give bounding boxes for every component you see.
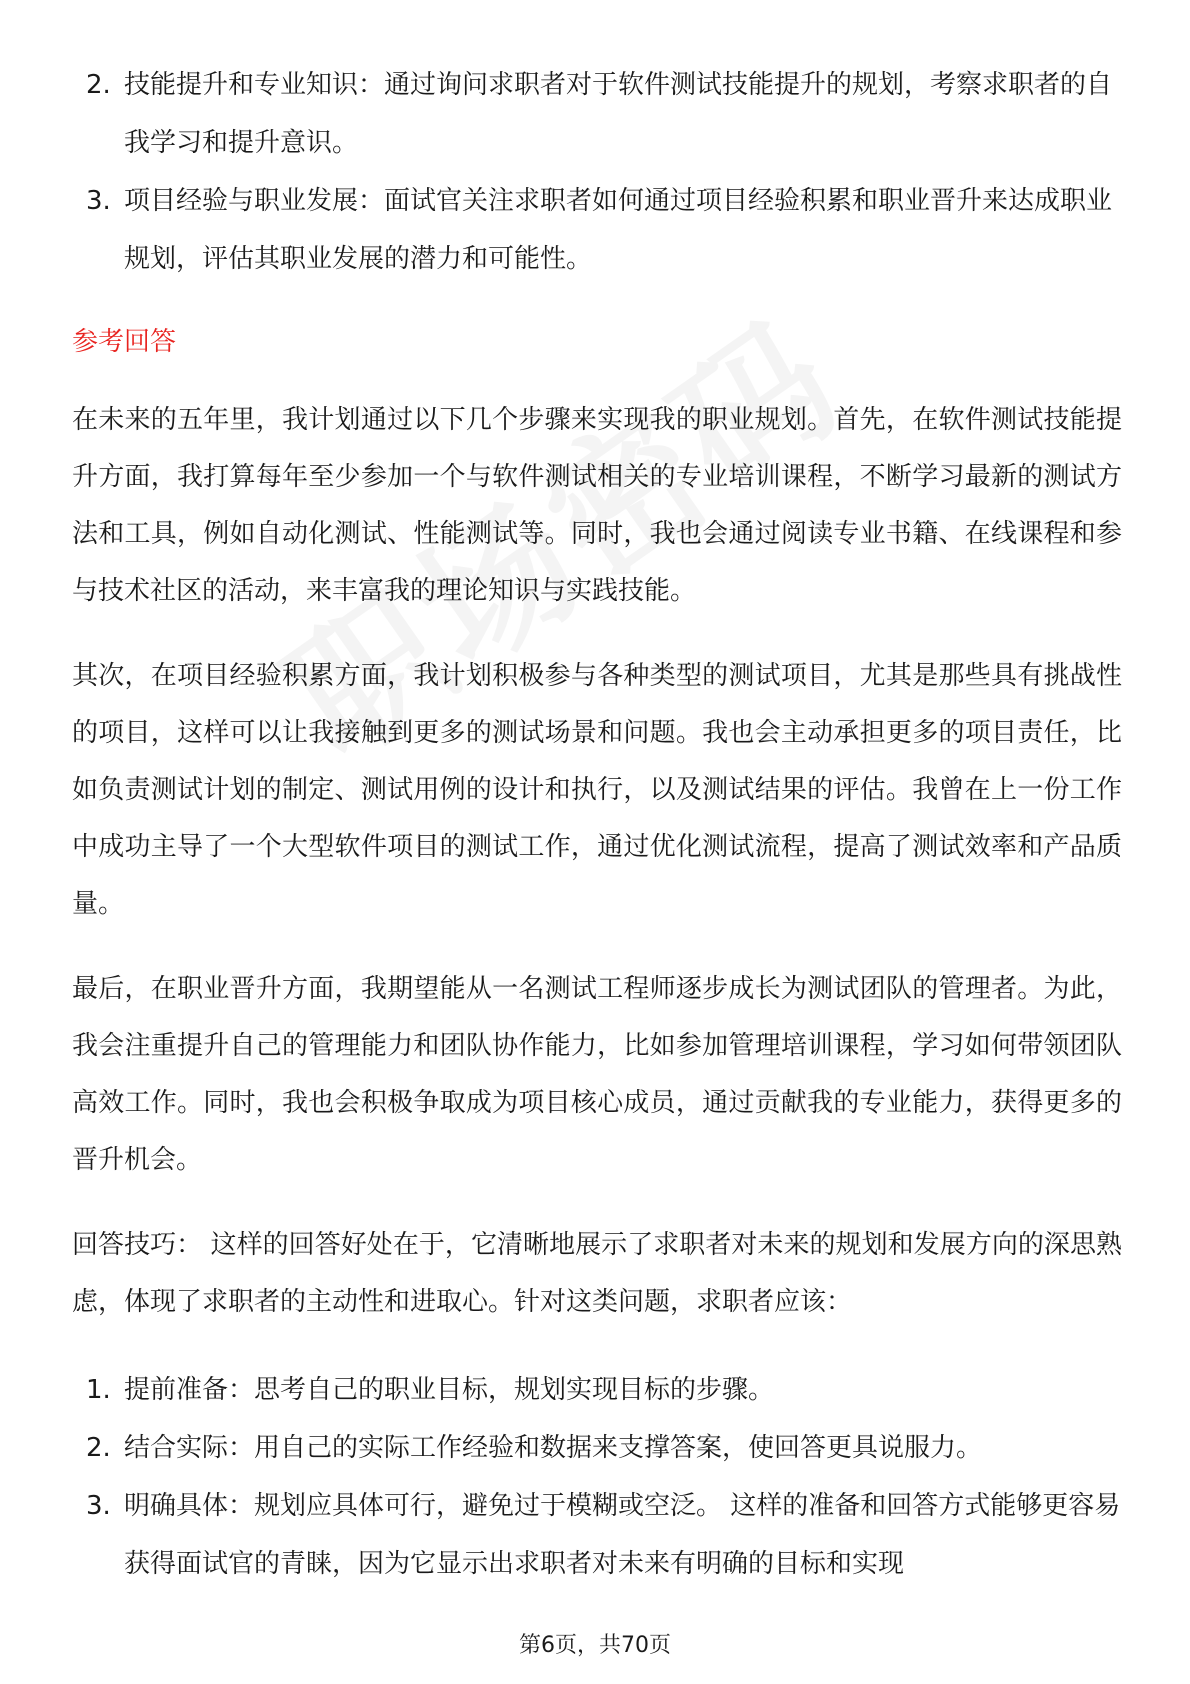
list-number: 1. bbox=[86, 1375, 111, 1405]
list-text: 技能提升和专业知识：通过询问求职者对于软件测试技能提升的规划，考察求职者的自我学习和提升意识。 bbox=[124, 70, 1113, 158]
criteria-list bbox=[72, 56, 1122, 288]
list-text: 结合实际：用自己的实际工作经验和数据来支撑答案，使回答更具说服力。 bbox=[124, 1433, 983, 1463]
paragraph: 在未来的五年里，我计划通过以下几个步骤来实现我的职业规划。首先，在软件测试技能提升方面，我打算每年至少参加一个与软件测试相关的专业培训课程，不断学习最新的测试方法和工具，例如自动化测试、性能测试等。同时，我也会通过阅读专业书籍、在线课程和参与技术社区的活动，来丰富我的理论知识与实践技能。 bbox=[72, 405, 1122, 606]
paragraph: 其次，在项目经验积累方面，我计划积极参与各种类型的测试项目，尤其是那些具有挑战性的项目，这样可以让我接触到更多的测试场景和问题。我也会主动承担更多的项目责任，比如负责测试计划的制定、测试用例的设计和执行，以及测试结果的评估。我曾在上一份工作中成功主导了一个大型软件项目的测试工作，通过优化测试流程，提高了测试效率和产品质量。 bbox=[72, 661, 1122, 919]
list-text: 项目经验与职业发展：面试官关注求职者如何通过项目经验积累和职业晋升来达成职业规划，评估其职业发展的潜力和可能性。 bbox=[124, 186, 1113, 274]
list-item bbox=[72, 1477, 1122, 1593]
tips-list bbox=[72, 1361, 1122, 1593]
list-text: 提前准备：思考自己的职业目标，规划实现目标的步骤。 bbox=[124, 1375, 775, 1405]
list-text: 明确具体：规划应具体可行，避免过于模糊或空泛。 这样的准备和回答方式能够更容易获得面试官的青睐，因为它显示出求职者对未来有明确的目标和实现 bbox=[124, 1491, 1121, 1579]
paragraph: 最后，在职业晋升方面，我期望能从一名测试工程师逐步成长为测试团队的管理者。为此，我会注重提升自己的管理能力和团队协作能力，比如参加管理培训课程，学习如何带领团队高效工作。同时，我也会积极争取成为项目核心成员，通过贡献我的专业能力，获得更多的晋升机会。 bbox=[72, 974, 1122, 1175]
list-item bbox=[72, 172, 1122, 288]
list-number: 3. bbox=[86, 1491, 111, 1521]
list-number: 3. bbox=[86, 186, 111, 216]
page-footer: 第6页，共70页 bbox=[519, 1633, 671, 1658]
list-item bbox=[72, 1419, 1122, 1477]
list-item bbox=[72, 1361, 1122, 1419]
page-content bbox=[72, 56, 1122, 1593]
section-title: 参考回答 bbox=[72, 327, 177, 357]
list-number: 2. bbox=[86, 1433, 111, 1463]
list-number: 2. bbox=[86, 70, 111, 100]
paragraph: 回答技巧： 这样的回答好处在于，它清晰地展示了求职者对未来的规划和发展方向的深思熟虑，体现了求职者的主动性和进取心。针对这类问题，求职者应该： bbox=[72, 1230, 1122, 1317]
list-item bbox=[72, 56, 1122, 172]
